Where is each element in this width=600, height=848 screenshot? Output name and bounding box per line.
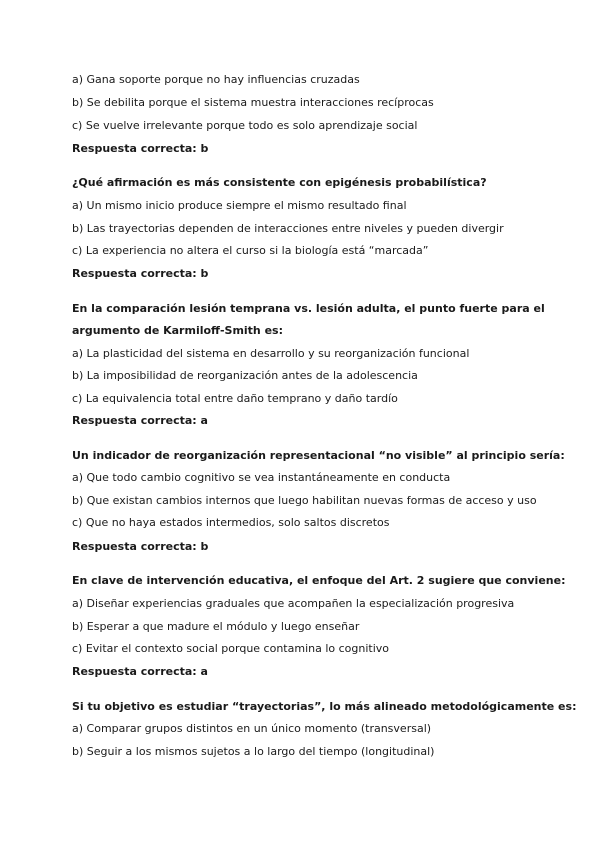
question-text: En la comparación lesión temprana vs. lesión adulta, el punto fuerte para el xyxy=(72,302,545,315)
option-text: b) Que existan cambios internos que luego habilitan nuevas formas de acceso y uso xyxy=(72,494,537,507)
option-text: c) Que no haya estados intermedios, solo saltos discretos xyxy=(72,516,390,529)
option-text: a) Comparar grupos distintos en un único momento (transversal) xyxy=(72,722,432,735)
option-text: c) Se vuelve irrelevante porque todo es solo aprendizaje social xyxy=(72,119,418,132)
question-text: Un indicador de reorganización representacional “no visible” al principio sería: xyxy=(72,449,565,462)
option-text: c) Evitar el contexto social porque contamina lo cognitivo xyxy=(72,642,390,655)
option-text: b) Se debilita porque el sistema muestra interacciones recíprocas xyxy=(72,96,434,109)
question-text: Si tu objetivo es estudiar “trayectorias”, lo más alineado metodológicamente es: xyxy=(72,700,577,713)
question-text: En clave de intervención educativa, el enfoque del Art. 2 sugiere que conviene: xyxy=(72,574,566,587)
option-text: a) Un mismo inicio produce siempre el mismo resultado final xyxy=(72,199,407,212)
option-text: c) La experiencia no altera el curso si la biología está “marcada” xyxy=(72,244,429,257)
option-text: a) La plasticidad del sistema en desarrollo y su reorganización funcional xyxy=(72,347,470,360)
correct-answer: Respuesta correcta: a xyxy=(72,665,208,678)
correct-answer: Respuesta correcta: b xyxy=(72,267,209,280)
question-text: ¿Qué afirmación es más consistente con epigénesis probabilística? xyxy=(72,176,487,189)
correct-answer: Respuesta correcta: a xyxy=(72,414,208,427)
question-text: argumento de Karmiloff-Smith es: xyxy=(72,324,284,337)
correct-answer: Respuesta correcta: b xyxy=(72,142,209,155)
option-text: a) Que todo cambio cognitivo se vea instantáneamente en conducta xyxy=(72,471,451,484)
option-text: c) La equivalencia total entre daño temprano y daño tardío xyxy=(72,392,398,405)
option-text: a) Gana soporte porque no hay influencias cruzadas xyxy=(72,73,360,86)
option-text: a) Diseñar experiencias graduales que acompañen la especialización progresiva xyxy=(72,597,515,610)
option-text: b) Esperar a que madure el módulo y luego enseñar xyxy=(72,620,360,633)
correct-answer: Respuesta correcta: b xyxy=(72,540,209,553)
option-text: b) Seguir a los mismos sujetos a lo largo del tiempo (longitudinal) xyxy=(72,745,435,758)
option-text: b) La imposibilidad de reorganización antes de la adolescencia xyxy=(72,369,418,382)
option-text: b) Las trayectorias dependen de interacciones entre niveles y pueden divergir xyxy=(72,222,504,235)
